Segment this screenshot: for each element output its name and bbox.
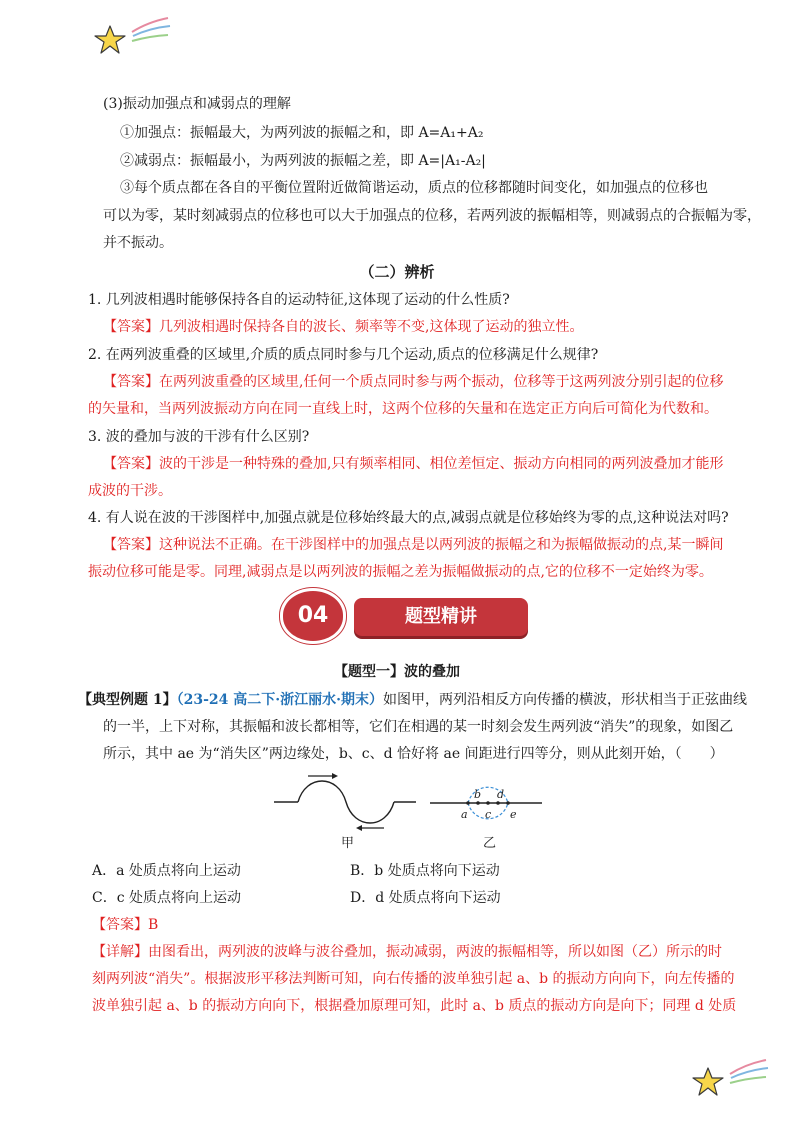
star-decoration-top-icon — [92, 14, 172, 60]
section3-item3-line2: 可以为零，某时刻减弱点的位移也可以大于加强点的位移，若两列波的振幅相等，则减弱点的合振幅为零， — [103, 208, 761, 224]
section-number-badge: 04 — [283, 591, 343, 641]
section3-heading: (3)振动加强点和减弱点的理解 — [103, 96, 291, 112]
point-d-label: d — [497, 788, 505, 801]
point-a-label: a — [461, 808, 468, 821]
point-c-label: c — [485, 808, 492, 821]
type1-heading: 【题型一】波的叠加 — [334, 664, 460, 680]
example-source: （23-24 高二下·浙江丽水·期末） — [176, 692, 384, 708]
analysis-q3: 3. 波的叠加与波的干涉有什么区别? — [88, 429, 310, 445]
figure-jia-waves — [270, 770, 420, 832]
figure-jia-caption: 甲 — [341, 836, 355, 851]
analysis-q1: 1. 几列波相遇时能够保持各自的运动特征,这体现了运动的什么性质? — [88, 292, 510, 308]
analysis-a3-line1: 【答案】波的干涉是一种特殊的叠加,只有频率相同、相位差恒定、振动方向相同的两列波叠加才能形 — [103, 456, 724, 472]
analysis-a1: 【答案】几列波相遇时保持各自的波长、频率等不变,这体现了运动的独立性。 — [103, 319, 584, 335]
section3-item2: ②减弱点：振幅最小，为两列波的振幅之差，即 A=|A₁-A₂| — [120, 153, 486, 169]
analysis-a2-line2: 的矢量和，当两列波振动方向在同一直线上时，这两个位移的矢量和在选定正方向后可简化为代数和。 — [88, 401, 718, 417]
type1-example-line1 — [78, 690, 747, 710]
figure-yi-caption: 乙 — [483, 836, 497, 851]
example-stem-line3: 所示，其中 ae 为“消失区”两边缘处，b、c、d 恰好将 ae 间距进行四等分，则从此刻开始，（ ） — [103, 746, 724, 762]
point-b-label: b — [474, 788, 482, 801]
analysis-q4: 4. 有人说在波的干涉图样中,加强点就是位移始终最大的点,减弱点就是位移始终为零的点,这种说法对吗? — [88, 510, 729, 526]
example-stem-line1: 如图甲，两列沿相反方向传播的横波，形状相当于正弦曲线 — [383, 692, 748, 708]
section3-item1: ①加强点：振幅最大，为两列波的振幅之和，即 A=A₁+A₂ — [120, 125, 484, 141]
point-e-label: e — [510, 808, 517, 821]
analysis-q2: 2. 在两列波重叠的区域里,介质的质点同时参与几个运动,质点的位移满足什么规律? — [88, 347, 599, 363]
option-b: B．b 处质点将向下运动 — [350, 863, 500, 879]
example-detail-line3: 波单独引起 a、b 的振动方向向下，根据叠加原理可知，此时 a、b 质点的振动方向是向下；同理 d 处质 — [92, 998, 737, 1014]
option-d: D．d 处质点将向下运动 — [350, 890, 501, 906]
analysis-title: （二）辨析 — [359, 263, 435, 281]
section3-item3-line3: 并不振动。 — [103, 235, 173, 251]
analysis-a3-line2: 成波的干涉。 — [88, 483, 172, 499]
example-detail-line2: 刻两列波“消失”。根据波形平移法判断可知，向右传播的波单独引起 a、b 的振动方向向下，向左传播的 — [92, 971, 735, 987]
example-label: 【典型例题 1】 — [78, 692, 177, 708]
analysis-a4-line2: 振动位移可能是零。同理,减弱点是以两列波的振幅之差为振幅做振动的点,它的位移不一定始终为零。 — [88, 564, 713, 580]
analysis-a4-line1: 【答案】这种说法不正确。在干涉图样中的加强点是以两列波的振幅之和为振幅做振动的点,某一瞬间 — [103, 537, 724, 553]
section3-item3-line1: ③每个质点都在各自的平衡位置附近做简谐运动，质点的位移都随时间变化，如加强点的位移也 — [120, 180, 708, 196]
example-detail-line1: 【详解】由图看出，两列波的波峰与波谷叠加，振动减弱，两波的振幅相等，所以如图（乙）所示的时 — [92, 944, 722, 960]
star-decoration-bottom-icon — [690, 1056, 770, 1102]
example-answer: 【答案】B — [92, 917, 159, 933]
section-title-badge: 题型精讲 — [354, 598, 528, 636]
option-a: A．a 处质点将向上运动 — [92, 863, 241, 879]
figure-yi-cancellation — [428, 778, 544, 828]
example-stem-line2: 的一半，上下对称，其振幅和波长都相等，它们在相遇的某一时刻会发生两列波“消失”的现象，如图乙 — [103, 719, 734, 735]
analysis-a2-line1: 【答案】在两列波重叠的区域里,任何一个质点同时参与两个振动，位移等于这两列波分别引起的位移 — [103, 374, 724, 390]
option-c: C．c 处质点将向上运动 — [92, 890, 242, 906]
